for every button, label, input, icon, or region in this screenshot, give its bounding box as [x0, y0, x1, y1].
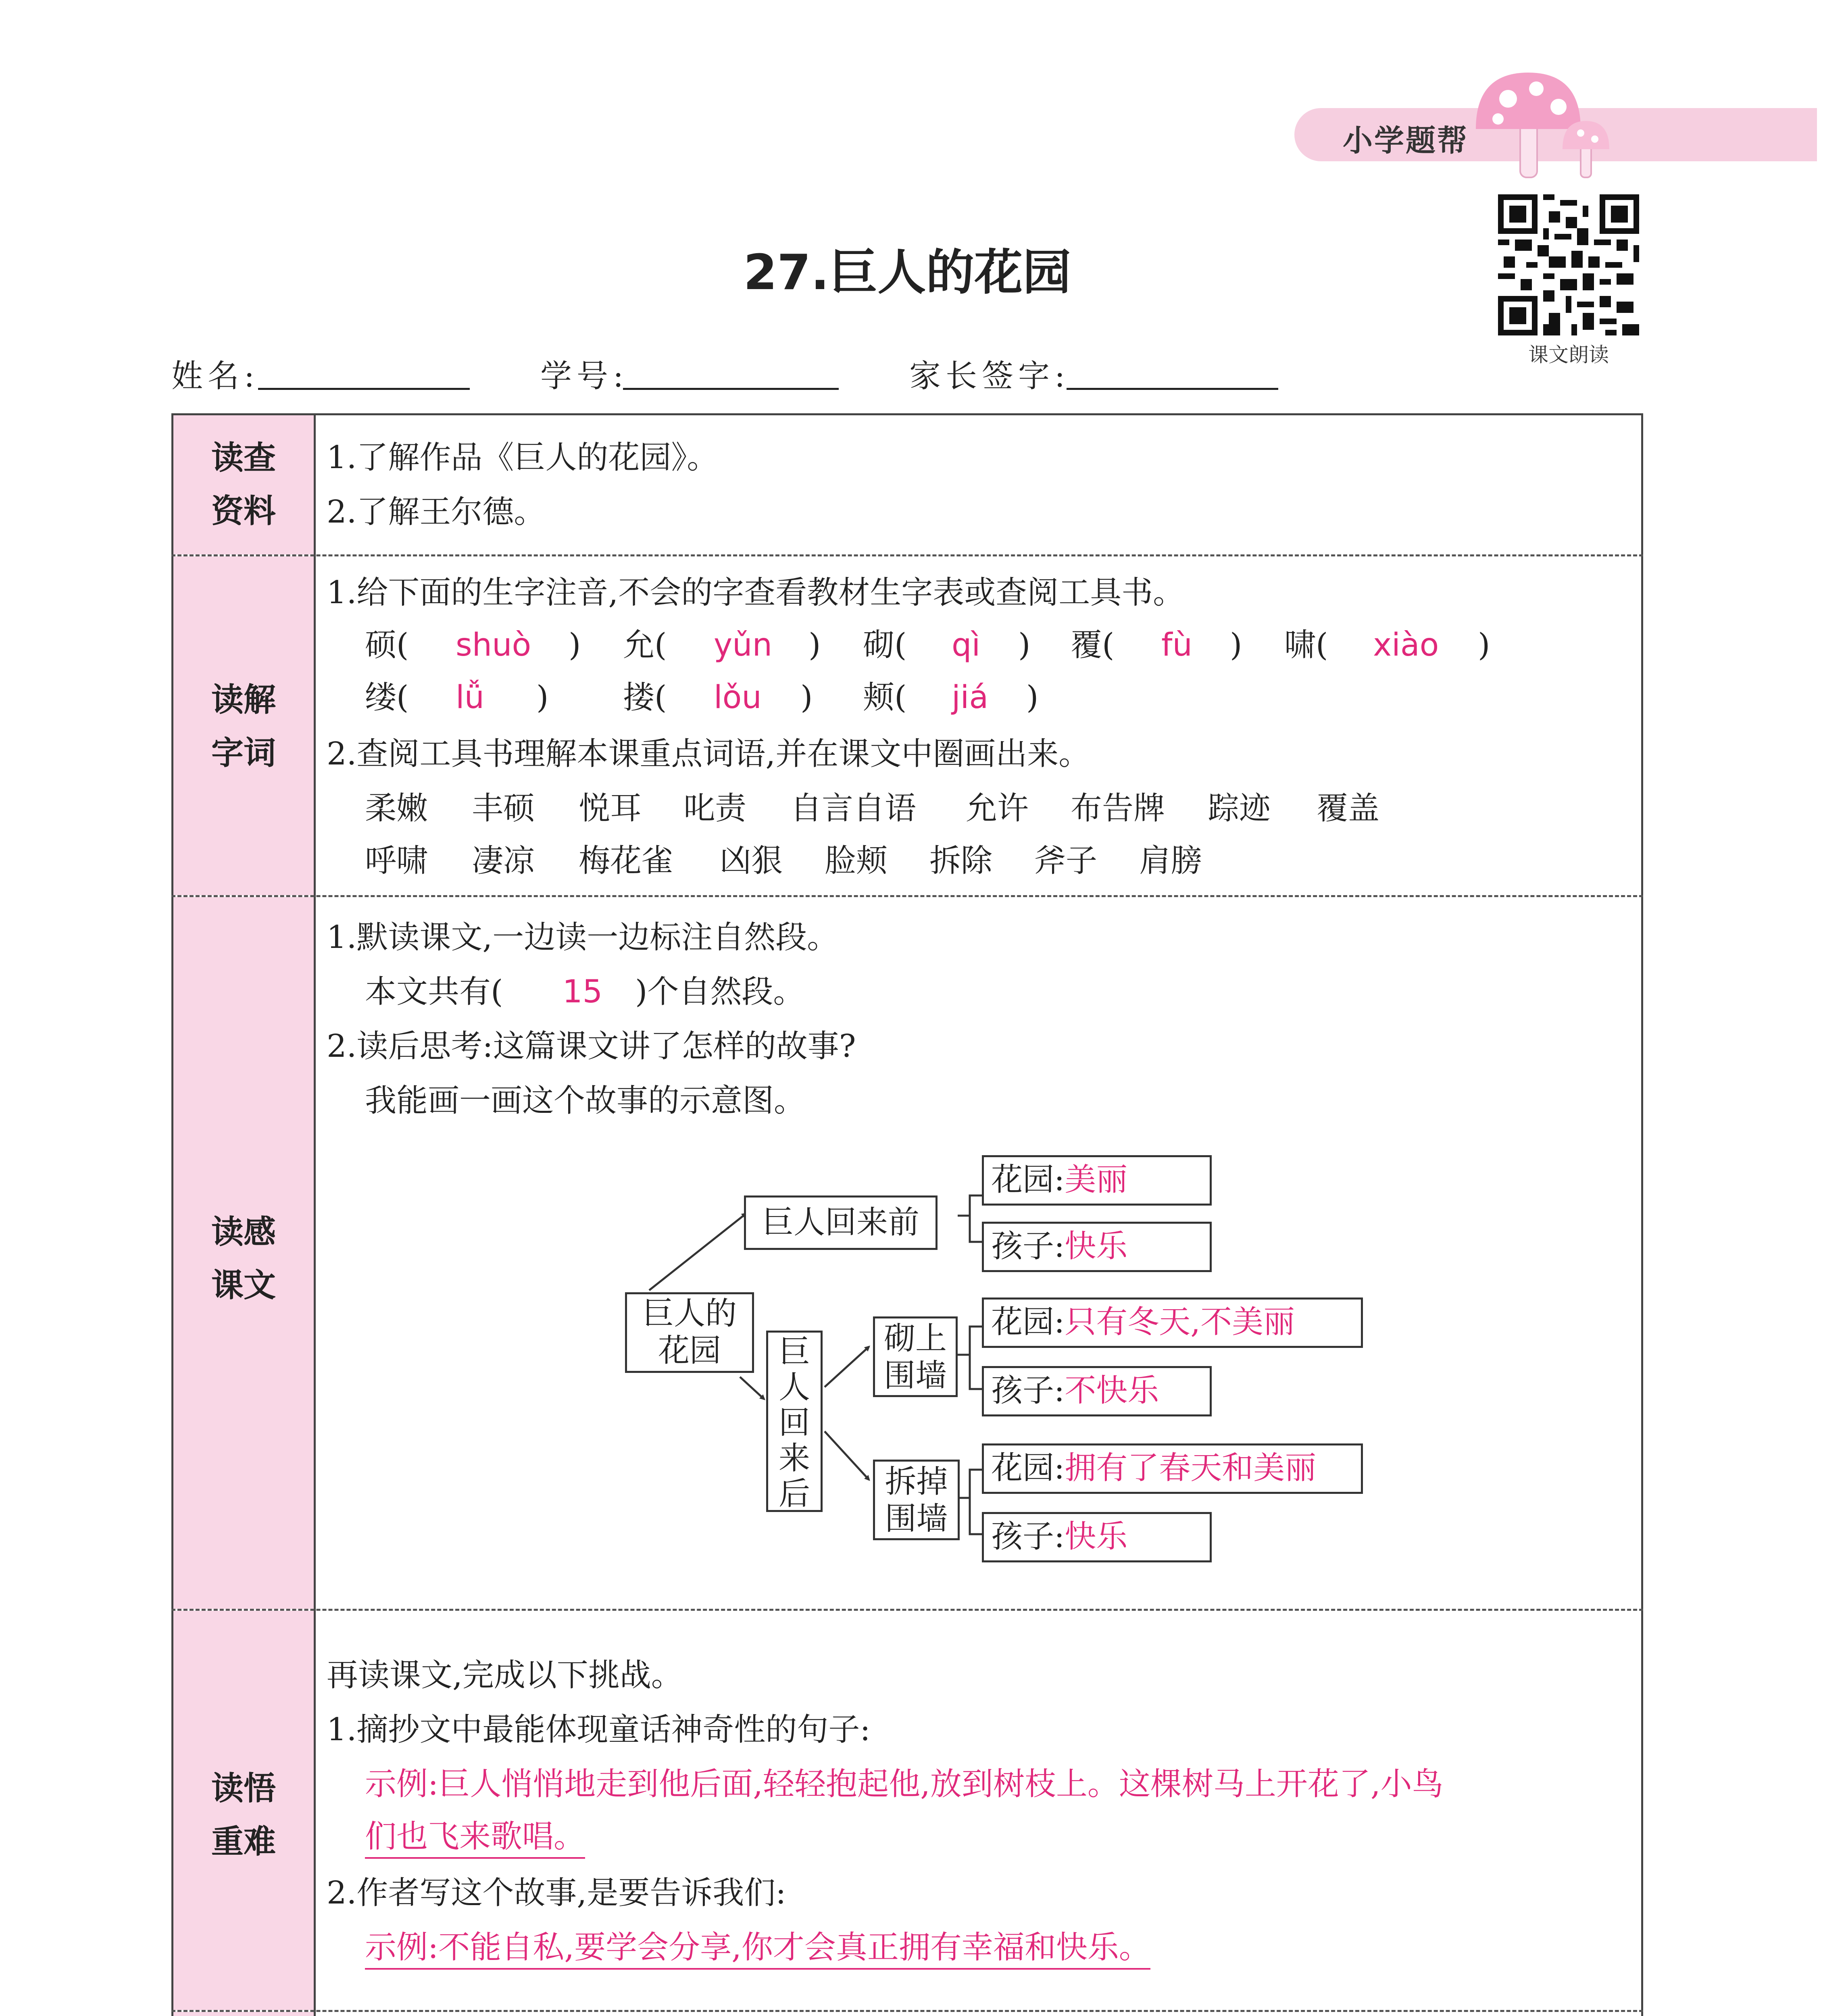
paragraph-count-answer[interactable]: 15 — [563, 974, 603, 1010]
section-text: 1.了解作品《巨人的花园》。 — [327, 439, 719, 476]
close-paren: ) — [536, 679, 549, 716]
close-paren: ) — [1026, 679, 1039, 716]
parent-sign-field[interactable] — [1067, 388, 1278, 390]
pinyin-char: 啸( — [1284, 627, 1328, 663]
row-divider — [171, 895, 1643, 897]
vocab-word: 斧子 — [1034, 843, 1098, 879]
vocab-word: 踪迹 — [1208, 790, 1271, 827]
paragraph-count-suffix: )个自然段。 — [635, 974, 805, 1010]
close-paren: ) — [1018, 627, 1031, 663]
pinyin-answer[interactable]: yǔn — [714, 627, 773, 663]
vocab-word: 凄凉 — [472, 843, 535, 879]
row-divider — [171, 2010, 1643, 2012]
mushroom-icon — [1460, 60, 1629, 181]
challenge-question-2: 2.作者写这个故事,是要告诉我们: — [327, 1875, 786, 1911]
student-id-label: 学号: — [540, 358, 629, 394]
vocab-word: 肩膀 — [1139, 843, 1202, 879]
brand-name: 小学题帮 — [1343, 123, 1469, 158]
diagram-before-box: 巨人回来前 — [744, 1195, 938, 1250]
vocab-word: 叱责 — [683, 790, 747, 827]
close-paren: ) — [1478, 627, 1490, 663]
page-title: 27.巨人的花园 — [743, 245, 1071, 301]
built-kids-box: 孩子:不快乐 — [982, 1366, 1212, 1416]
pinyin-char: 缕( — [365, 679, 409, 716]
challenge-question-1: 1.摘抄文中最能体现童话神奇性的句子: — [327, 1712, 871, 1748]
challenge-answer-1[interactable]: 示例:巨人悄悄地走到他后面,轻轻抱起他,放到树枝上。这棵树马上开花了,小鸟 — [365, 1764, 1625, 1804]
diagram-after-box: 巨 人 回 来 后 — [766, 1331, 823, 1512]
vocab-word: 自言自语 — [790, 790, 917, 827]
close-paren: ) — [1230, 627, 1242, 663]
pinyin-answer[interactable]: xiào — [1373, 627, 1439, 663]
challenge-answer-2[interactable]: 示例:不能自私,要学会分享,你才会真正拥有幸福和快乐。 — [365, 1927, 1150, 1968]
vocab-word: 梅花雀 — [579, 843, 673, 879]
reading-question-2: 2.读后思考:这篇课文讲了怎样的故事? — [327, 1028, 856, 1064]
vocab-question-1: 1.给下面的生字注音,不会的字查看教材生字表或查阅工具书。 — [327, 575, 1185, 611]
student-id-field[interactable] — [623, 388, 839, 390]
name-field[interactable] — [258, 388, 470, 390]
removed-kids-box: 孩子:快乐 — [982, 1512, 1212, 1562]
vocab-word: 拆除 — [929, 843, 993, 879]
qr-caption: 课文朗读 — [1528, 343, 1609, 367]
diagram-root-box: 巨人的 花园 — [625, 1292, 754, 1373]
qr-code-icon[interactable] — [1498, 194, 1639, 335]
section-head-vocab: 读解 字词 — [211, 681, 276, 772]
vocab-question-2: 2.查阅工具书理解本课重点词语,并在课文中圈画出来。 — [327, 736, 1090, 772]
pinyin-answer[interactable]: shuò — [456, 627, 531, 663]
paragraph-count-prefix: 本文共有( — [365, 974, 503, 1010]
pinyin-char: 颊( — [863, 679, 907, 716]
pinyin-answer[interactable]: jiá — [952, 679, 989, 716]
section-head-reading: 读感 课文 — [211, 1213, 276, 1304]
vocab-word: 柔嫩 — [365, 790, 428, 827]
before-kids-box: 孩子:快乐 — [982, 1222, 1212, 1272]
pinyin-char: 搂( — [623, 679, 667, 716]
parent-sign-label: 家长签字: — [909, 358, 1070, 394]
pinyin-answer[interactable]: qì — [952, 627, 981, 663]
row-divider — [171, 554, 1643, 556]
reading-question-2b: 我能画一画这个故事的示意图。 — [365, 1083, 806, 1119]
section-head-research: 读查 资料 — [211, 439, 276, 530]
column-divider — [314, 413, 316, 2016]
vocab-word: 呼啸 — [365, 843, 428, 879]
pinyin-char: 硕( — [365, 627, 409, 663]
vocab-word: 覆盖 — [1317, 790, 1380, 827]
before-garden-box: 花园:美丽 — [982, 1155, 1212, 1206]
close-paren: ) — [569, 627, 581, 663]
vocab-word: 悦耳 — [579, 790, 642, 827]
removed-garden-box: 花园:拥有了春天和美丽 — [982, 1443, 1363, 1494]
pinyin-answer[interactable]: lǚ — [456, 679, 485, 716]
vocab-word: 凶狠 — [720, 843, 783, 879]
reading-question-1: 1.默读课文,一边读一边标注自然段。 — [327, 919, 839, 956]
pinyin-char: 砌( — [863, 627, 907, 663]
name-label: 姓名: — [171, 358, 260, 394]
pinyin-char: 覆( — [1071, 627, 1115, 663]
pinyin-char: 允( — [623, 627, 667, 663]
built-garden-box: 花园:只有冬天,不美丽 — [982, 1297, 1363, 1348]
vocab-word: 布告牌 — [1071, 790, 1165, 827]
row-divider — [171, 1609, 1643, 1611]
challenge-intro: 再读课文,完成以下挑战。 — [327, 1657, 683, 1693]
close-paren: ) — [808, 627, 821, 663]
pinyin-answer[interactable]: lǒu — [714, 679, 762, 716]
section-head-understanding: 读悟 重难 — [211, 1770, 276, 1860]
diagram-built-wall-box: 砌上 围墙 — [873, 1316, 958, 1397]
close-paren: ) — [800, 679, 813, 716]
diagram-removed-wall-box: 拆掉 围墙 — [873, 1460, 960, 1540]
pinyin-answer[interactable]: fù — [1161, 627, 1192, 663]
challenge-answer-1-cont[interactable]: 们也飞来歌唱。 — [365, 1816, 585, 1857]
vocab-word: 允许 — [966, 790, 1029, 827]
vocab-word: 丰硕 — [472, 790, 535, 827]
vocab-word: 脸颊 — [825, 843, 888, 879]
row-head-bg — [173, 2012, 314, 2016]
section-text: 2.了解王尔德。 — [327, 494, 546, 530]
